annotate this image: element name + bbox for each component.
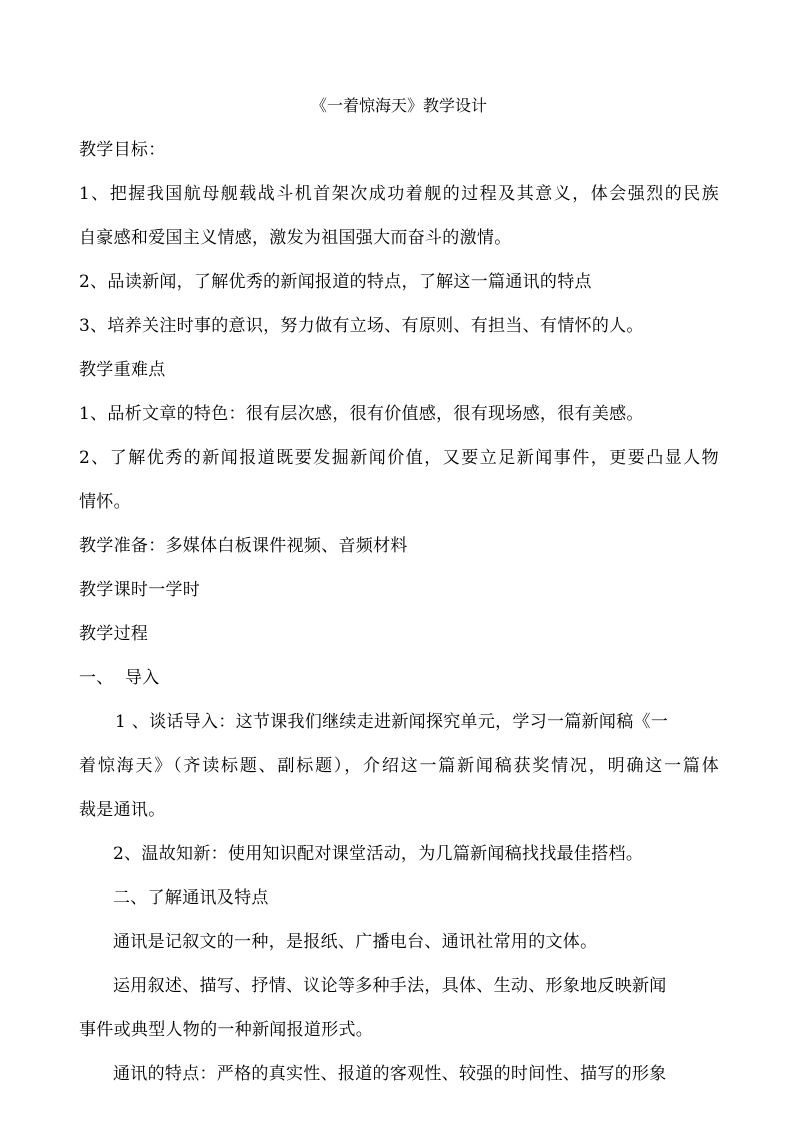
heading-preparation: 教学准备：多媒体白板课件视频、音频材料 [79, 536, 408, 556]
paragraph-line: 通讯是记叙文的一种，是报纸、广播电台、通讯社常用的文体。 [113, 932, 598, 952]
section-introduction: 一、 导入 [79, 668, 160, 688]
document-title: 《一着惊海天》教学设计 [310, 96, 487, 115]
paragraph-line: 裁是通讯。 [79, 800, 166, 820]
heading-process: 教学过程 [79, 624, 149, 644]
paragraph-line: 1、品析文章的特色：很有层次感，很有价值感，很有现场感，很有美感。 [79, 404, 644, 424]
paragraph-line: 情怀。 [79, 492, 131, 512]
paragraph-line: 通讯的特点：严格的真实性、报道的客观性、较强的时间性、描写的形象 [113, 1064, 667, 1084]
paragraph-line: 2、了解优秀的新闻报道既要发掘新闻价值，又要立足新闻事件，更要凸显人物 [79, 448, 719, 468]
paragraph-line: 2、品读新闻，了解优秀的新闻报道的特点，了解这一篇通讯的特点 [79, 272, 592, 292]
heading-teaching-goals: 教学目标： [79, 140, 166, 160]
heading-key-points: 教学重难点 [79, 360, 166, 380]
paragraph-line: 自豪感和爱国主义情感，激发为祖国强大而奋斗的激情。 [79, 228, 512, 248]
paragraph-line: 事件或典型人物的一种新闻报道形式。 [79, 1020, 374, 1040]
paragraph-line: 3、培养关注时事的意识，努力做有立场、有原则、有担当、有情怀的人。 [79, 316, 644, 336]
section-tongxun: 二、了解通讯及特点 [113, 888, 269, 908]
paragraph-line: 着惊海天》（齐读标题、副标题），介绍这一篇新闻稿获奖情况，明确这一篇体 [79, 756, 719, 776]
paragraph-line: 1、把握我国航母舰载战斗机首架次成功着舰的过程及其意义，体会强烈的民族 [79, 184, 719, 204]
paragraph-line: 2、温故知新：使用知识配对课堂活动，为几篇新闻稿找找最佳搭档。 [113, 844, 644, 864]
paragraph-line: 运用叙述、描写、抒情、议论等多种手法，具体、生动、形象地反映新闻 [113, 976, 667, 996]
heading-class-hours: 教学课时一学时 [79, 580, 201, 600]
paragraph-line: 1 、谈话导入：这节课我们继续走进新闻探究单元，学习一篇新闻稿《一 [115, 712, 669, 732]
document-body [79, 84, 719, 1096]
